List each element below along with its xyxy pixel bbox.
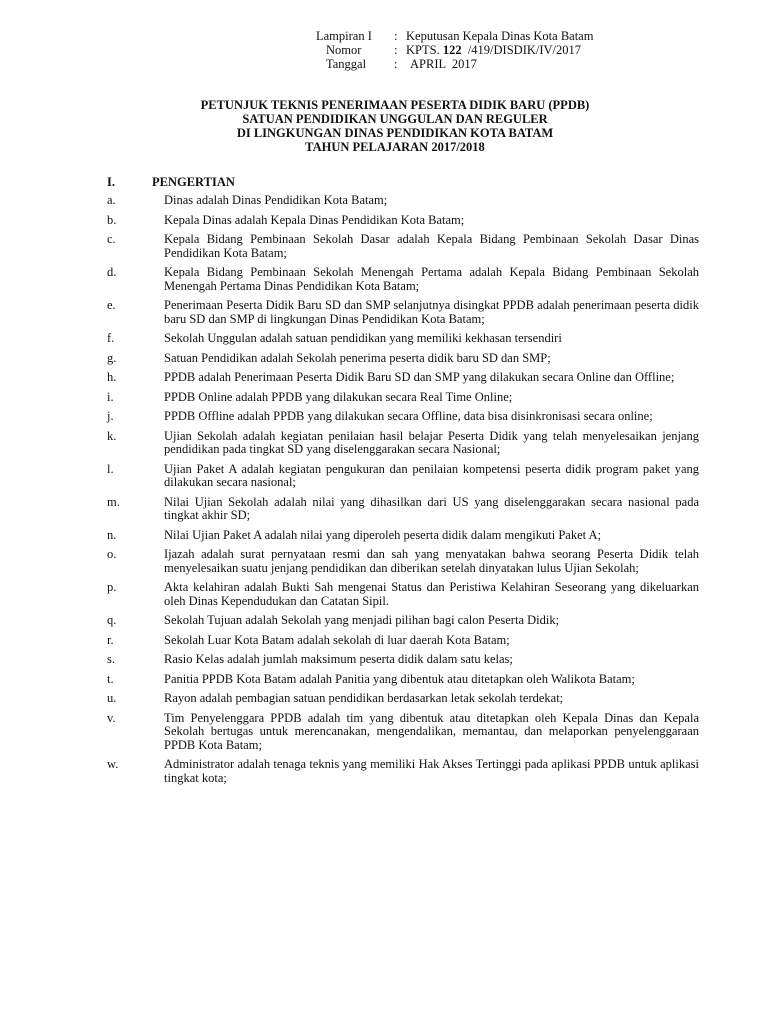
item-text: Rasio Kelas adalah jumlah maksimum peserta didik dalam satu kelas; [164,652,513,666]
item-letter: d. [107,265,117,279]
item-letter: r. [107,632,114,647]
definition-item [107,548,699,575]
item-letter: c. [107,232,116,246]
item-text: Panitia PPDB Kota Batam adalah Panitia yang dibentuk atau ditetapkan oleh Walikota Batam; [164,671,635,686]
lampiran-row: Lampiran I : Keputusan Kepala Dinas Kota Batam [316,29,594,43]
item-text: Sekolah Luar Kota Batam adalah sekolah di luar daerah Kota Batam; [164,632,510,647]
item-text: PPDB Offline adalah PPDB yang dilakukan secara Offline, data bisa disinkronisasi secara online; [164,409,653,423]
item-letter: h. [107,370,117,384]
nomor-label: Nomor [326,43,362,57]
item-text: Tim Penyelenggara PPDB adalah tim yang dibentuk atau ditetapkan oleh Kepala Dinas dan Kepala Sekolah bertugas untuk merencanakan, mengendalikan, memantau, dan melaporkan penyelenggaraan PPDB Kota Batam; [164,710,699,752]
title-line: TAHUN PELAJARAN 2017/2018 [305,140,485,154]
definition-item [107,410,699,424]
item-letter: m. [107,494,120,509]
definition-item [107,371,699,385]
item-text: PPDB adalah Penerimaan Peserta Didik Baru SD dan SMP yang dilakukan secara Online dan Offline; [164,370,675,384]
definition-item [107,496,699,523]
lampiran-value: Keputusan Kepala Dinas Kota Batam [406,29,594,43]
definition-item [107,391,699,405]
definition-item [107,430,699,457]
item-text: Kepala Bidang Pembinaan Sekolah Dasar adalah Kepala Bidang Pembinaan Sekolah Dasar Dinas Pendidikan Kota Batam; [164,232,699,260]
item-text: Ujian Paket A adalah kegiatan pengukuran dan penilaian kompetensi peserta didik program paket yang dilakukan secara nasional; [164,461,699,489]
item-letter: f. [107,331,115,345]
definition-item [107,332,699,346]
definition-item [107,266,699,293]
item-letter: q. [107,613,117,627]
item-letter: g. [107,350,117,365]
attachment-header [316,30,593,72]
definition-item [107,299,699,326]
nomor-row: Nomor : KPTS. 122 /419/DISDIK/IV/2017 [316,44,593,58]
definition-item [107,634,699,648]
item-letter: p. [107,580,117,594]
item-text: Nilai Ujian Sekolah adalah nilai yang dihasilkan dari US yang diselenggarakan secara nasional pada tingkat akhir SD; [164,494,699,522]
definition-item [107,581,699,608]
definition-item [107,529,699,543]
item-letter: u. [107,691,117,705]
definition-item [107,692,699,706]
item-text: Ijazah adalah surat pernyataan resmi dan sah yang menyatakan bahwa seorang Peserta Didik telah menyelesaikan suatu jenjang pendidikan dan diberikan setelah dinyatakan lulus Ujian Sekolah; [164,547,699,575]
title-line: SATUAN PENDIDIKAN UNGGULAN DAN REGULER [242,112,548,126]
item-letter: k. [107,428,117,443]
title-line: DI LINGKUNGAN DINAS PENDIDIKAN KOTA BATAM [236,126,554,140]
title-line: PETUNJUK TEKNIS PENERIMAAN PESERTA DIDIK BARU (PPDB) [200,98,590,112]
item-letter: b. [107,212,117,227]
definition-item [107,712,699,753]
definition-item [107,194,699,208]
definition-item [107,673,699,687]
nomor-prefix: KPTS. [406,43,440,57]
item-letter: e. [107,298,116,312]
section-number: I. [107,175,115,189]
item-text: Penerimaan Peserta Didik Baru SD dan SMP selanjutnya disingkat PPDB adalah penerimaan peserta didik baru SD dan SMP di lingkungan Dinas Pendidikan Kota Batam; [164,298,699,326]
definition-item [107,653,699,667]
definition-item [107,758,699,785]
item-letter: j. [107,409,114,423]
definition-item [107,214,699,228]
item-text: Nilai Ujian Paket A adalah nilai yang diperoleh peserta didik dalam mengikuti Paket A; [164,527,602,542]
nomor-number: 122 [442,43,462,57]
item-text: PPDB Online adalah PPDB yang dilakukan secara Real Time Online; [164,389,513,404]
item-text: Sekolah Unggulan adalah satuan pendidikan yang memiliki kekhasan tersendiri [164,331,562,345]
document-title [100,98,690,154]
item-text: Administrator adalah tenaga teknis yang memiliki Hak Akses Tertinggi pada aplikasi PPDB untuk aplikasi tingkat kota; [164,757,699,785]
section-heading [107,176,235,190]
tanggal-row: Tanggal : APRIL 2017 [316,58,593,72]
tanggal-label: Tanggal [326,57,367,71]
item-letter: n. [107,527,117,542]
item-letter: t. [107,671,114,686]
item-text: Satuan Pendidikan adalah Sekolah penerima peserta didik baru SD dan SMP; [164,350,551,365]
definition-item [107,463,699,490]
item-text: Kepala Dinas adalah Kepala Dinas Pendidikan Kota Batam; [164,212,465,227]
definition-item [107,614,699,628]
item-text: Ujian Sekolah adalah kegiatan penilaian hasil belajar Peserta Didik yang telah menyelesaikan jenjang pendidikan pada tingkat SD yang diselenggarakan secara Nasional; [164,428,699,456]
item-text: Akta kelahiran adalah Bukti Sah mengenai Status dan Peristiwa Kelahiran Seseorang yang dikeluarkan oleh Dinas Kependudukan dan Catatan Sipil. [164,580,699,608]
lampiran-label: Lampiran I [316,29,372,43]
definition-item [107,233,699,260]
item-text: Rayon adalah pembagian satuan pendidikan berdasarkan letak sekolah terdekat; [164,691,564,705]
item-letter: v. [107,710,116,725]
section-title: PENGERTIAN [152,175,235,189]
item-letter: a. [107,193,116,207]
nomor-suffix: /419/DISDIK/IV/2017 [467,43,582,57]
item-text: Sekolah Tujuan adalah Sekolah yang menjadi pilihan bagi calon Peserta Didik; [164,613,560,627]
item-text: Kepala Bidang Pembinaan Sekolah Menengah Pertama adalah Kepala Bidang Pembinaan Sekolah Menengah Pertama Dinas Pendidikan Kota Batam; [164,265,699,293]
definition-item [107,352,699,366]
item-letter: l. [107,461,114,476]
item-letter: i. [107,389,114,404]
item-letter: o. [107,547,117,561]
item-letter: w. [107,757,119,771]
item-text: Dinas adalah Dinas Pendidikan Kota Batam; [164,193,388,207]
item-letter: s. [107,652,115,666]
tanggal-value: APRIL 2017 [410,57,477,71]
definition-list [107,194,699,791]
